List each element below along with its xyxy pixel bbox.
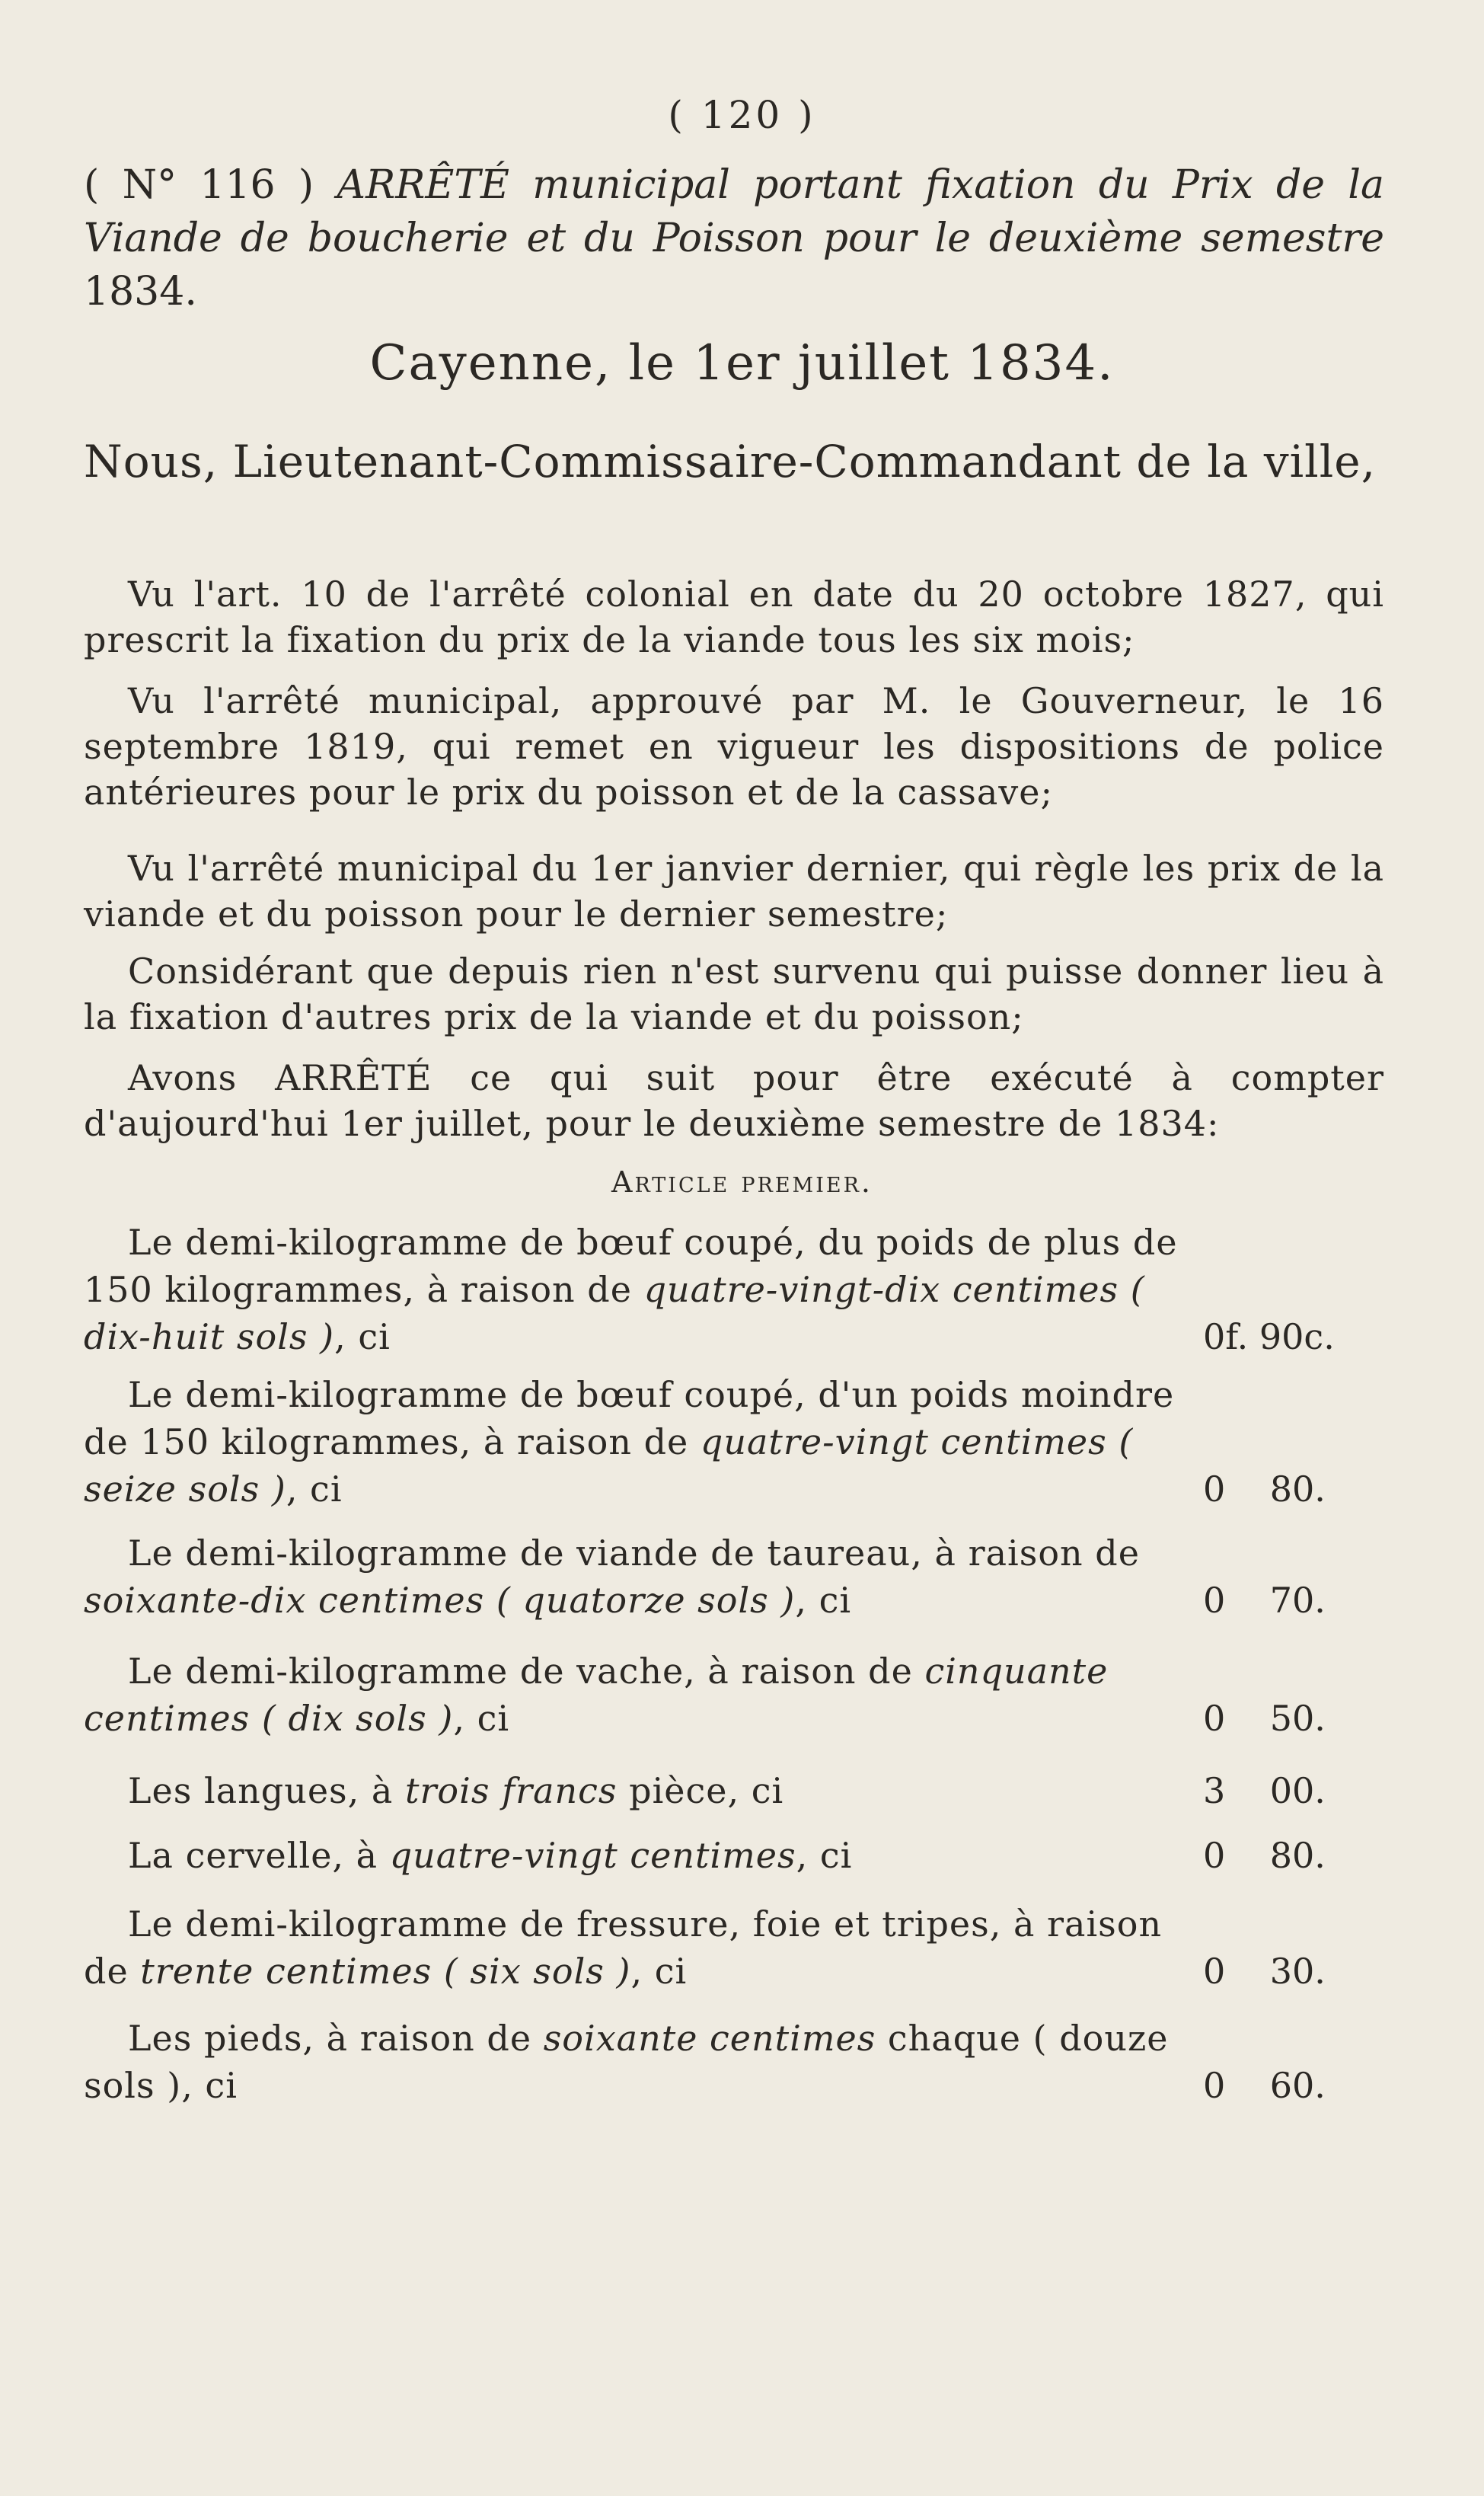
price-item: Les langues, à trois francs pièce, ci: [128, 1770, 784, 1811]
price-item: Les pieds, à raison de soixante centimes chaque ( douze sols ), ci: [84, 2018, 1169, 2106]
price-item: Le demi-kilogramme de vache, à raison de cinquante centimes ( dix sols ), ci: [84, 1651, 1109, 1739]
price-value: 0 80.: [1203, 1469, 1326, 1510]
price-item: Le demi-kilogramme de fressure, foie et tripes, à raison de trente centimes ( six sols ), ci: [84, 1903, 1163, 1992]
decree-year: 1834.: [84, 269, 197, 315]
price-value: 0f. 90c.: [1203, 1316, 1335, 1357]
article-title: Article premier.: [611, 1165, 873, 1199]
consideration-2: Vu l'arrêté municipal, approuvé par M. le Gouverneur, le 16 septembre 1819, qui remet en vigueur les dispositions de police antérieures pour le prix du poisson et de la cassave;: [84, 680, 1384, 813]
price-item: Le demi-kilogramme de viande de taureau, à raison de soixante-dix centimes ( quatorze sols ), ci: [84, 1532, 1140, 1621]
price-value: 0 80.: [1203, 1835, 1326, 1876]
decision-line: Avons ARRÊTÉ ce qui suit pour être exécuté à compter d'aujourd'hui 1er juillet, pour le deuxième semestre de 1834:: [84, 1057, 1384, 1144]
consideration-1: Vu l'art. 10 de l'arrêté colonial en date du 20 octobre 1827, qui prescrit la fixation du prix de la viande tous les six mois;: [84, 574, 1384, 660]
price-item: Le demi-kilogramme de bœuf coupé, d'un poids moindre de 150 kilogrammes, à raison de quatre-vingt centimes ( seize sols ), ci: [84, 1374, 1175, 1510]
price-value: 0 30.: [1203, 1951, 1326, 1992]
consideration-3: Vu l'arrêté municipal du 1er janvier dernier, qui règle les prix de la viande et du poisson pour le dernier semestre;: [84, 848, 1384, 935]
decree-number: ( N° 116 ): [84, 162, 314, 208]
price-item: La cervelle, à quatre-vingt centimes, ci: [128, 1835, 853, 1876]
place-date: Cayenne, le 1er juillet 1834.: [369, 335, 1115, 391]
decree-title: ARRÊTÉ municipal portant fixation du Prix de la Viande de boucherie et du Poisson pour le deuxième semestre: [84, 162, 1384, 261]
decree-heading: [84, 158, 1384, 318]
page-number: ( 120 ): [668, 93, 816, 137]
price-value: 0 50.: [1203, 1698, 1326, 1739]
price-value: 0 70.: [1203, 1580, 1326, 1621]
price-value: 0 60.: [1203, 2065, 1326, 2106]
consideration-4: Considérant que depuis rien n'est survenu qui puisse donner lieu à la fixation d'autres prix de la viande et du poisson;: [84, 951, 1384, 1037]
price-item: Le demi-kilogramme de bœuf coupé, du poids de plus de 150 kilogrammes, à raison de quatre-vingt-dix centimes ( dix-huit sols ), ci: [84, 1222, 1178, 1357]
intro-line: Nous, Lieutenant-Commissaire-Commandant de la ville,: [84, 436, 1377, 487]
price-value: 3 00.: [1203, 1770, 1326, 1811]
